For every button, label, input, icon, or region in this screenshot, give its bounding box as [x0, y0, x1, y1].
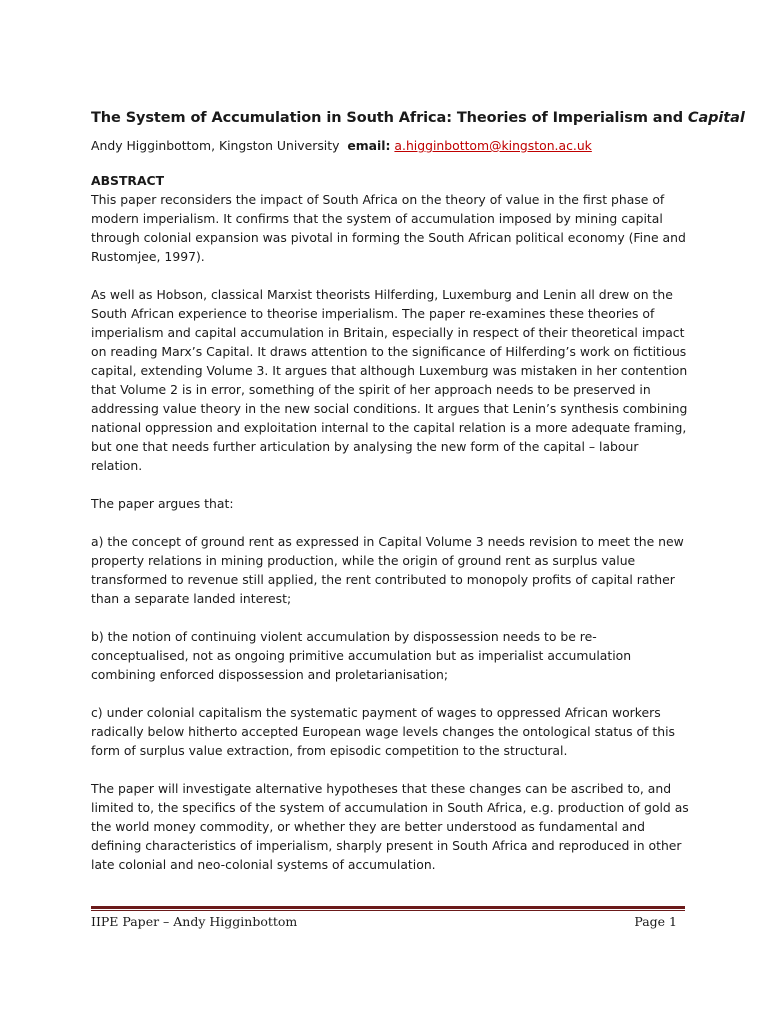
email-link[interactable]: a.higginbottom@kingston.ac.uk — [394, 138, 592, 153]
footer-rule — [91, 906, 685, 909]
author-name: Andy Higginbottom, Kingston University — [91, 138, 340, 153]
footer-left-text: IIPE Paper – Andy Higginbottom — [91, 914, 298, 929]
footer-rule-thin — [91, 910, 685, 911]
abstract-paragraph-1: This paper reconsiders the impact of South Africa on the theory of value in the first phase of modern imperialism. It confirms that the system of accumulation imposed by mining capital through colonial expansion was pivotal in forming the South African political economy (Fine and Rustomjee, 1997). — [91, 192, 686, 264]
abstract-paragraph-6: c) under colonial capitalism the systematic payment of wages to oppressed African workers radically below hitherto accepted European wage levels changes the ontological status of this form of surplus value extraction, from episodic competition to the structural. — [91, 705, 675, 758]
abstract-paragraph-4: a) the concept of ground rent as expressed in Capital Volume 3 needs revision to meet the new property relations in mining production, while the origin of ground rent as surplus value transformed to revenue still applied, the rent contributed to monopoly profits of capital rather than a separate landed interest; — [91, 534, 684, 606]
email-label: email: — [347, 138, 391, 153]
abstract-paragraph-3: The paper argues that: — [91, 496, 234, 511]
abstract-paragraph-7: The paper will investigate alternative hypotheses that these changes can be ascribed to, and limited to, the specifics of the system of accumulation in South Africa, e.g. production of gold as the world money commodity, or whether they are better understood as fundamental and defining characteristics of imperialism, sharply present in South Africa and reproduced in other late colonial and neo-colonial systems of accumulation. — [91, 781, 689, 872]
abstract-paragraph-5: b) the notion of continuing violent accumulation by dispossession needs to be re-conceptualised, not as ongoing primitive accumulation but as imperialist accumulation combining enforced dispossession and proletarianisation; — [91, 629, 632, 682]
abstract-paragraph-2: As well as Hobson, classical Marxist theorists Hilferding, Luxemburg and Lenin all drew on the South African experience to theorise imperialism. The paper re-examines these theories of imperialism and capital accumulation in Britain, especially in respect of their theoretical impact on reading Marx’s Capital. It draws attention to the significance of Hilferding’s work on fictitious capital, extending Volume 3. It argues that although Luxemburg was mistaken in her contention that Volume 2 is in error, something of the spirit of her approach needs to be preserved in addressing value theory in the new social conditions. It argues that Lenin’s synthesis combining national oppression and exploitation internal to the capital relation is a more adequate framing, but one that needs further articulation by analysing the new form of the capital – labour relation. — [91, 287, 688, 473]
author-line — [91, 136, 691, 155]
footer-page-number: Page 1 — [634, 914, 677, 929]
title-main: The System of Accumulation in South Africa: Theories of Imperialism and — [91, 110, 688, 126]
document-body — [91, 108, 745, 893]
abstract-heading: ABSTRACT — [91, 173, 165, 188]
title-italic: Capital — [687, 110, 745, 126]
document-title — [91, 108, 745, 128]
